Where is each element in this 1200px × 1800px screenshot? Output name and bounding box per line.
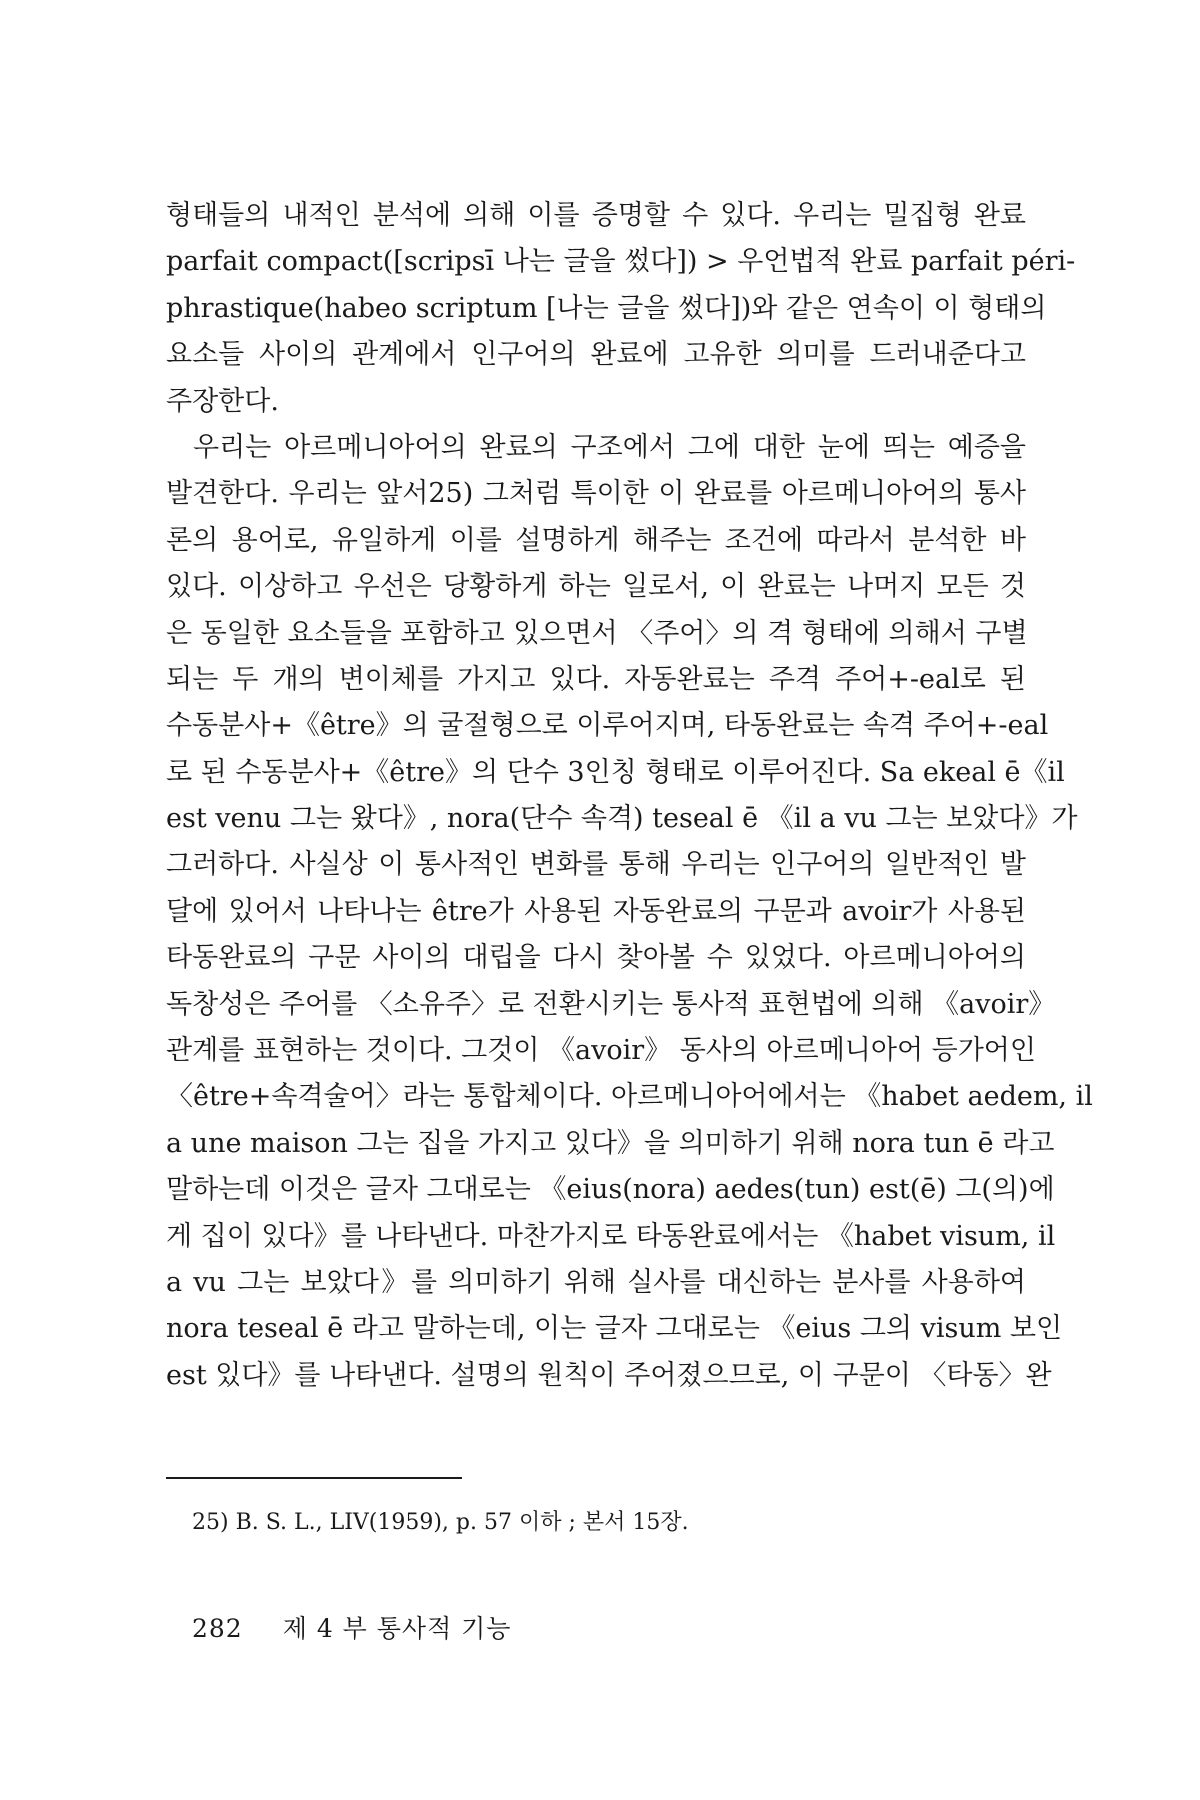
text-line: 수동분사+《être》의 굴절형으로 이루어지며, 타동완료는 속격 주어+-eal [166,710,1049,742]
text-line: 달에 있어서 나타나는 être가 사용된 자동완료의 구문과 avoir가 사용된 [166,895,1026,927]
text-line: 우리는 아르메니아어의 완료의 구조에서 그에 대한 눈에 띄는 예증을 [193,431,1026,463]
text-line: 론의 용어로, 유일하게 이를 설명하게 해주는 조건에 따라서 분석한 바 [166,524,1026,556]
footnote: 25) B. S. L., LIV(1959), p. 57 이하 ; 본서 15장. [192,1510,689,1535]
page-number: 282 [192,1614,243,1643]
text-line: nora teseal ē 라고 말하는데, 이는 글자 그대로는 《eius 그의 visum 보인 [166,1313,1063,1345]
running-head: 제 4 부 통사적 기능 [282,1614,512,1643]
text-line: 은 동일한 요소들을 포함하고 있으면서 〈주어〉의 격 형태에 의해서 구별 [166,617,1028,649]
text-line: 말하는데 이것은 글자 그대로는 《eius(nora) aedes(tun) est(ē) 그(의)에 [166,1174,1055,1206]
text-line: 있다. 이상하고 우선은 당황하게 하는 일로서, 이 완료는 나머지 모든 것 [166,571,1026,603]
text-line: 요소들 사이의 관계에서 인구어의 완료에 고유한 의미를 드러내준다고 [166,339,1026,371]
footnote-rule [166,1477,462,1479]
text-line: a vu 그는 보았다》를 의미하기 위해 실사를 대신하는 분사를 사용하여 [166,1266,1026,1298]
page-footer [192,1609,511,1645]
text-line: phrastique(habeo scriptum [나는 글을 썼다])와 같은 연속이 이 형태의 [166,292,1047,324]
text-line: 〈être+속격술어〉라는 통합체이다. 아르메니아어에서는 《habet aedem, il [166,1081,1093,1113]
text-line: 타동완료의 구문 사이의 대립을 다시 찾아볼 수 있었다. 아르메니아어의 [166,942,1026,974]
text-line: 그러하다. 사실상 이 통사적인 변화를 통해 우리는 인구어의 일반적인 발 [166,849,1026,881]
text-line: parfait compact([scripsī 나는 글을 썼다]) > 우언법적 완료 parfait péri- [166,246,1076,278]
text-line: est venu 그는 왔다》, nora(단수 속격) teseal ē 《il a vu 그는 보았다》가 [166,803,1078,835]
text-line: 관계를 표현하는 것이다. 그것이 《avoir》 동사의 아르메니아어 등가어인 [166,1035,1036,1067]
body-text [166,193,1093,1399]
text-line: 로 된 수동분사+《être》의 단수 3인칭 형태로 이루어진다. Sa ekeal ē《il [166,756,1065,788]
text-line: 되는 두 개의 변이체를 가지고 있다. 자동완료는 주격 주어+-eal로 된 [166,663,1026,695]
text-line: 독창성은 주어를 〈소유주〉로 전환시키는 통사적 표현법에 의해 《avoir》 [166,988,1056,1020]
text-line: 주장한다. [166,385,279,417]
text-line: 발견한다. 우리는 앞서25) 그처럼 특이한 이 완료를 아르메니아어의 통사 [166,478,1026,510]
text-line: a une maison 그는 집을 가지고 있다》을 의미하기 위해 nora tun ē 라고 [166,1127,1055,1159]
text-line: est 있다》를 나타낸다. 설명의 원칙이 주어졌으므로, 이 구문이 〈타동〉완 [166,1359,1052,1391]
text-line: 게 집이 있다》를 나타낸다. 마찬가지로 타동완료에서는 《habet visum, il [166,1220,1056,1252]
text-line: 형태들의 내적인 분석에 의해 이를 증명할 수 있다. 우리는 밀집형 완료 [166,200,1026,231]
